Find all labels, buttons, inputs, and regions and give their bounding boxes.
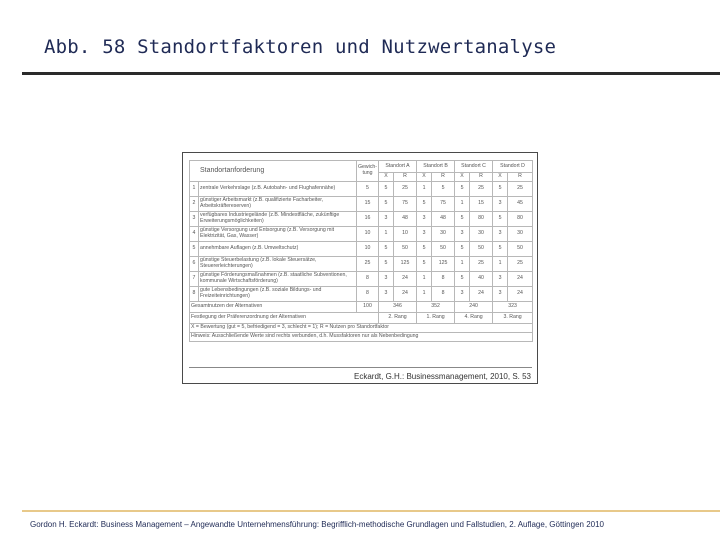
row-site-d-r: 50 <box>508 242 533 257</box>
figure-source: Eckardt, G.H.: Businessmanagement, 2010, S. 53 <box>354 372 531 381</box>
legend-row <box>190 324 533 333</box>
row-site-d-x: 5 <box>493 242 508 257</box>
row-site-a-x: 3 <box>379 212 394 227</box>
rank-site-c: 4. Rang <box>455 313 493 324</box>
title-divider <box>22 72 720 75</box>
row-requirement: günstige Versorgung und Entsorgung (z.B. Versorgung mit Elektrizität, Gas, Wasser) <box>199 227 357 242</box>
total-site-d: 323 <box>493 302 533 313</box>
subheader-x: X <box>493 173 508 182</box>
table-row <box>190 182 533 197</box>
row-site-c-r: 15 <box>470 197 493 212</box>
row-site-b-x: 3 <box>417 212 432 227</box>
row-site-c-x: 3 <box>455 287 470 302</box>
row-site-d-x: 3 <box>493 272 508 287</box>
row-site-b-x: 1 <box>417 272 432 287</box>
row-number: 6 <box>190 257 199 272</box>
row-weight: 10 <box>357 242 379 257</box>
table-row <box>190 287 533 302</box>
row-site-d-r: 45 <box>508 197 533 212</box>
row-site-b-r: 8 <box>432 287 455 302</box>
header-site-b: Standort B <box>417 161 455 173</box>
header-weight: Gewich-tung <box>357 161 379 182</box>
nutzwertanalyse-figure <box>182 152 538 384</box>
row-site-a-r: 48 <box>394 212 417 227</box>
row-site-b-x: 5 <box>417 257 432 272</box>
row-number: 5 <box>190 242 199 257</box>
row-site-b-r: 5 <box>432 182 455 197</box>
row-site-a-r: 24 <box>394 287 417 302</box>
row-number: 1 <box>190 182 199 197</box>
row-requirement: annehmbare Auflagen (z.B. Umweltschutz) <box>199 242 357 257</box>
total-site-c: 240 <box>455 302 493 313</box>
row-site-d-x: 3 <box>493 287 508 302</box>
row-site-a-r: 50 <box>394 242 417 257</box>
legend-row <box>190 333 533 342</box>
subheader-r: R <box>432 173 455 182</box>
row-site-c-x: 5 <box>455 212 470 227</box>
row-site-b-x: 1 <box>417 182 432 197</box>
row-number: 2 <box>190 197 199 212</box>
totals-weight: 100 <box>357 302 379 313</box>
row-site-d-r: 24 <box>508 272 533 287</box>
row-site-a-r: 125 <box>394 257 417 272</box>
row-site-d-x: 5 <box>493 182 508 197</box>
row-site-b-x: 1 <box>417 287 432 302</box>
row-site-b-r: 48 <box>432 212 455 227</box>
slide-footer: Gordon H. Eckardt: Business Management – Angewandte Unternehmensführung: Begrifflich-methodische Grundlagen und Fallstudien, 2. Auflage, Göttingen 2010 <box>30 520 604 529</box>
total-site-a: 346 <box>379 302 417 313</box>
row-requirement: verfügbares Industriegelände (z.B. Mindestfläche, zukünftige Erweiterungsmöglichkeiten) <box>199 212 357 227</box>
row-site-d-x: 1 <box>493 257 508 272</box>
row-requirement: günstiger Arbeitsmarkt (z.B. qualifizierte Facharbeiter, Arbeitskräftereserven) <box>199 197 357 212</box>
row-weight: 15 <box>357 197 379 212</box>
row-site-c-r: 40 <box>470 272 493 287</box>
row-requirement: günstige Steuerbelastung (z.B. lokale Steuersätze, Steuererleichterungen) <box>199 257 357 272</box>
row-site-d-x: 3 <box>493 227 508 242</box>
row-site-a-x: 5 <box>379 182 394 197</box>
row-requirement: günstige Förderungsmaßnahmen (z.B. staatliche Subventionen, kommunale Wirtschaftsförderung) <box>199 272 357 287</box>
row-site-b-r: 125 <box>432 257 455 272</box>
row-site-c-x: 5 <box>455 272 470 287</box>
row-weight: 25 <box>357 257 379 272</box>
row-site-d-x: 5 <box>493 212 508 227</box>
legend-text: Hinweis: Ausschließende Werte sind rechts verbunden, d.h. Mussfaktoren nur als Nebenbedingung <box>190 333 533 342</box>
slide-title: Abb. 58 Standortfaktoren und Nutzwertanalyse <box>44 36 557 58</box>
header-site-d: Standort D <box>493 161 533 173</box>
subheader-x: X <box>455 173 470 182</box>
row-site-b-r: 8 <box>432 272 455 287</box>
row-site-c-r: 25 <box>470 257 493 272</box>
subheader-r: R <box>394 173 417 182</box>
subheader-x: X <box>417 173 432 182</box>
row-site-d-r: 24 <box>508 287 533 302</box>
table-row <box>190 197 533 212</box>
row-site-b-r: 30 <box>432 227 455 242</box>
rank-site-a: 2. Rang <box>379 313 417 324</box>
row-site-d-r: 25 <box>508 182 533 197</box>
row-site-a-x: 5 <box>379 242 394 257</box>
header-requirement: Standortanforderung <box>190 161 357 182</box>
row-site-a-r: 24 <box>394 272 417 287</box>
row-site-b-x: 5 <box>417 197 432 212</box>
totals-row <box>190 302 533 313</box>
subheader-r: R <box>470 173 493 182</box>
rank-label: Festlegung der Präferenzordnung der Alternativen <box>190 313 379 324</box>
rank-site-b: 1. Rang <box>417 313 455 324</box>
header-site-c: Standort C <box>455 161 493 173</box>
totals-label: Gesamtnutzen der Alternativen <box>190 302 357 313</box>
row-number: 7 <box>190 272 199 287</box>
table-row <box>190 227 533 242</box>
row-site-d-x: 3 <box>493 197 508 212</box>
row-site-a-r: 25 <box>394 182 417 197</box>
row-site-a-x: 3 <box>379 272 394 287</box>
table-row <box>190 257 533 272</box>
rank-site-d: 3. Rang <box>493 313 533 324</box>
row-weight: 5 <box>357 182 379 197</box>
table-header-row <box>190 161 533 173</box>
row-site-a-x: 3 <box>379 287 394 302</box>
row-number: 3 <box>190 212 199 227</box>
row-site-d-r: 30 <box>508 227 533 242</box>
row-site-a-x: 5 <box>379 197 394 212</box>
row-requirement: zentrale Verkehrslage (z.B. Autobahn- und Flughafennähe) <box>199 182 357 197</box>
row-site-a-x: 1 <box>379 227 394 242</box>
footer-divider <box>22 510 720 512</box>
row-weight: 8 <box>357 272 379 287</box>
row-weight: 10 <box>357 227 379 242</box>
row-site-d-r: 80 <box>508 212 533 227</box>
row-weight: 8 <box>357 287 379 302</box>
row-site-c-r: 80 <box>470 212 493 227</box>
row-site-a-r: 10 <box>394 227 417 242</box>
header-site-a: Standort A <box>379 161 417 173</box>
row-site-c-r: 30 <box>470 227 493 242</box>
row-site-c-x: 1 <box>455 197 470 212</box>
row-site-b-r: 75 <box>432 197 455 212</box>
table-row <box>190 242 533 257</box>
rank-row <box>190 313 533 324</box>
row-site-c-r: 24 <box>470 287 493 302</box>
row-site-c-r: 50 <box>470 242 493 257</box>
legend-text: X = Bewertung (gut = 5, befriedigend = 3, schlecht = 1); R = Nutzen pro Standortfaktor <box>190 324 533 333</box>
table-row <box>190 212 533 227</box>
row-site-b-r: 50 <box>432 242 455 257</box>
row-site-a-x: 5 <box>379 257 394 272</box>
row-number: 8 <box>190 287 199 302</box>
row-site-c-x: 3 <box>455 227 470 242</box>
table-row <box>190 272 533 287</box>
row-requirement: gute Lebensbedingungen (z.B. soziale Bildungs- und Freizeiteinrichtungen) <box>199 287 357 302</box>
row-site-b-x: 3 <box>417 227 432 242</box>
row-site-c-x: 1 <box>455 257 470 272</box>
row-site-a-r: 75 <box>394 197 417 212</box>
nutzwertanalyse-table <box>189 160 533 342</box>
row-site-c-x: 5 <box>455 182 470 197</box>
row-site-c-r: 25 <box>470 182 493 197</box>
figure-source-divider <box>189 367 532 368</box>
row-site-d-r: 25 <box>508 257 533 272</box>
row-site-b-x: 5 <box>417 242 432 257</box>
row-weight: 16 <box>357 212 379 227</box>
total-site-b: 352 <box>417 302 455 313</box>
subheader-x: X <box>379 173 394 182</box>
subheader-r: R <box>508 173 533 182</box>
row-site-c-x: 5 <box>455 242 470 257</box>
row-number: 4 <box>190 227 199 242</box>
